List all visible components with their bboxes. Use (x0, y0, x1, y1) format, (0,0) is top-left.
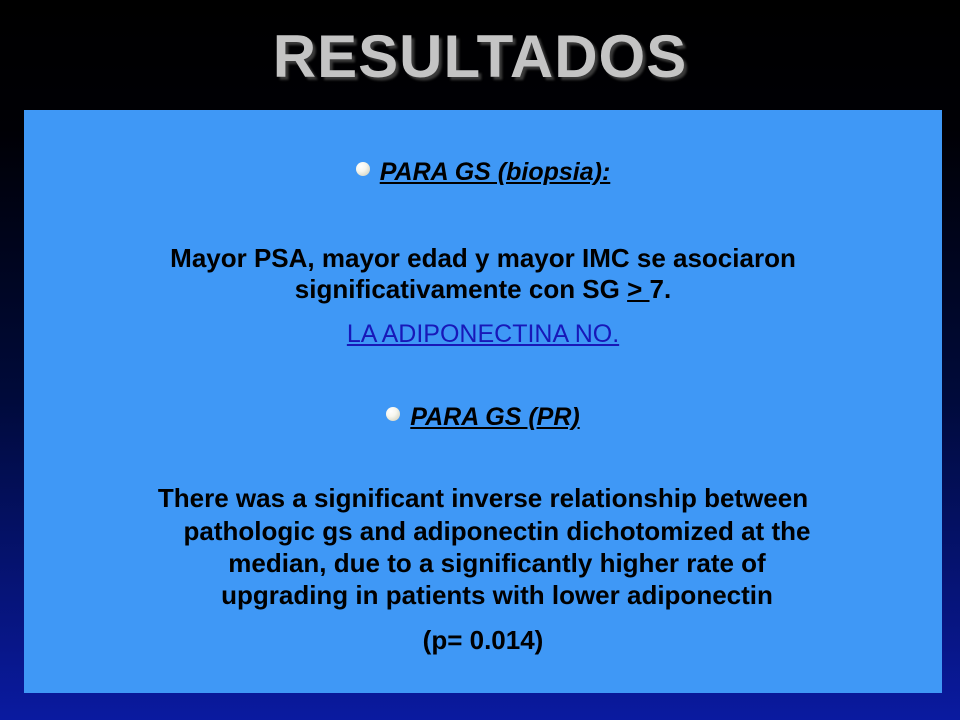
adiponectina-link[interactable]: LA ADIPONECTINA NO. (346, 320, 620, 348)
paragraph-biopsia-line1: Mayor PSA, mayor edad y mayor IMC se asociaron (170, 243, 796, 273)
paragraph-pr-line3: median, due to a significantly higher rate of (228, 548, 766, 578)
paragraph-biopsia-line2 (24, 274, 942, 305)
bullet-biopsia (24, 158, 942, 187)
paragraph-pr-line2: pathologic gs and adiponectin dichotomized at the (183, 516, 811, 546)
bullet-biopsia-label: PARA GS (biopsia): (379, 158, 611, 186)
greater-equal-symbol: > (627, 274, 650, 304)
p-value: (p= 0.014) (422, 625, 544, 655)
bullet-pr-label: PARA GS (PR) (410, 403, 580, 431)
paragraph-biopsia-text: significativamente con SG (294, 274, 628, 304)
paragraph-pr-line1: There was a significant inverse relationship between (157, 483, 809, 513)
bullet-pr (24, 403, 942, 432)
bullet-icon (356, 162, 370, 176)
bullet-icon (386, 407, 400, 421)
content-panel (24, 110, 942, 693)
paragraph-pr-line4: upgrading in patients with lower adiponectin (221, 580, 773, 610)
paragraph-biopsia-value: 7. (649, 274, 672, 304)
slide-title: RESULTADOS (272, 23, 688, 90)
